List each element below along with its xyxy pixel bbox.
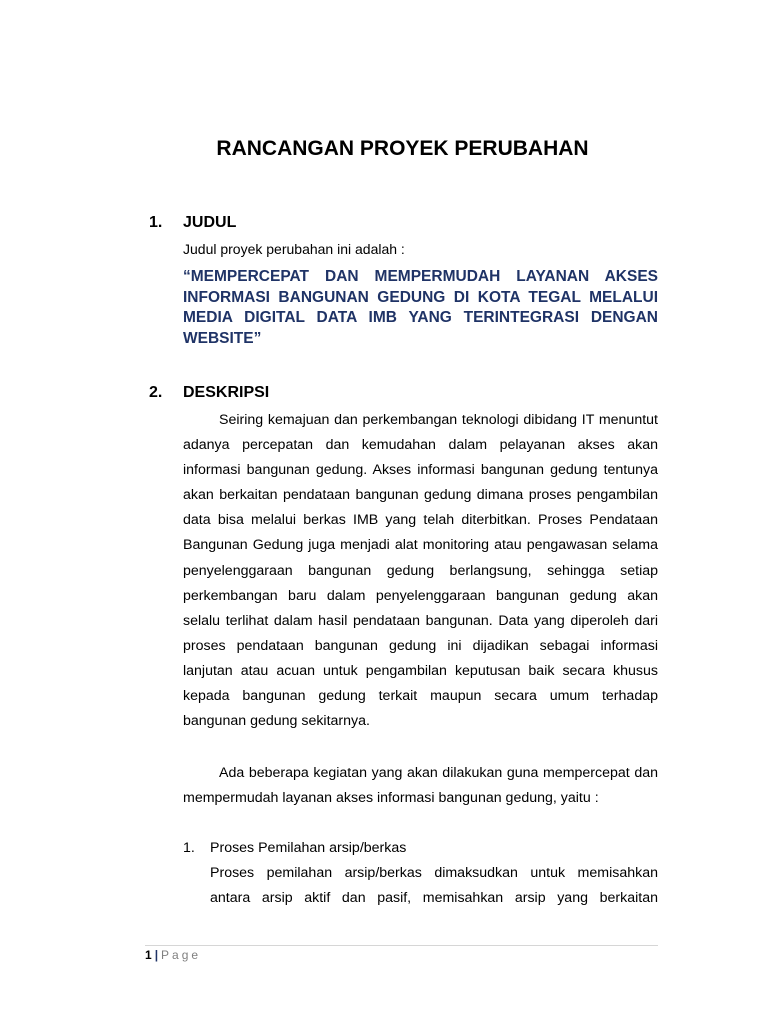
section-number: 1. (149, 214, 163, 231)
list-item-label: Proses Pemilahan arsip/berkas (210, 840, 407, 856)
page-number: 1 (145, 948, 152, 962)
list-item-number: 1. (183, 840, 195, 856)
footer-separator: | (154, 948, 159, 962)
section-heading-judul (149, 214, 236, 232)
section-number: 2. (149, 384, 163, 401)
footer-divider (145, 945, 658, 946)
document-title: RANCANGAN PROYEK PERUBAHAN (216, 137, 589, 160)
description-paragraph-2: Ada beberapa kegiatan yang akan dilakukan guna mempercepat dan mempermudah layanan akses informasi bangunan gedung, yaitu : (183, 765, 658, 807)
list-item-body: Proses pemilahan arsip/berkas dimaksudkan untuk memisahkan antara arsip aktif dan pasif, memisahkan arsip yang berkaitan (210, 865, 658, 907)
list-item-heading (183, 836, 658, 861)
section-heading-deskripsi (149, 384, 269, 402)
project-title: “MEMPERCEPAT DAN MEMPERMUDAH LAYANAN AKSES INFORMASI BANGUNAN GEDUNG DI KOTA TEGAL MELALUI MEDIA DIGITAL DATA IMB YANG TERINTEGRASI DENGAN WEBSITE” (183, 268, 658, 348)
page-label: Page (161, 948, 202, 962)
title-intro-text: Judul proyek perubahan ini adalah : (183, 241, 405, 257)
description-paragraph-1: Seiring kemajuan dan perkembangan teknologi dibidang IT menuntut adanya percepatan dan kemudahan dalam pelayanan akses akan informasi bangunan gedung. Akses informasi bangunan gedung tentunya akan berkaitan pendataan bangunan gedung dimana proses pengambilan data bisa melalui berkas IMB yang telah diterbitkan. Proses Pendataan Bangunan Gedung juga menjadi alat monitoring atau pengawasan selama penyelenggaraan bangunan gedung berlangsung, sehingga setiap perkembangan baru dalam penyelenggaraan bangunan gedung akan selalu terlihat dalam hasil pendataan bangunan. Data yang diperoleh dari proses pendataan bangunan gedung ini dijadikan sebagai informasi lanjutan atau acuan untuk pengambilan keputusan baik secara khusus kepada bangunan gedung terkait maupun secara umum terhadap bangunan gedung sekitarnya. (183, 412, 658, 730)
section-title: JUDUL (183, 214, 237, 231)
section-title: DESKRIPSI (183, 384, 270, 401)
page-footer (145, 948, 201, 962)
